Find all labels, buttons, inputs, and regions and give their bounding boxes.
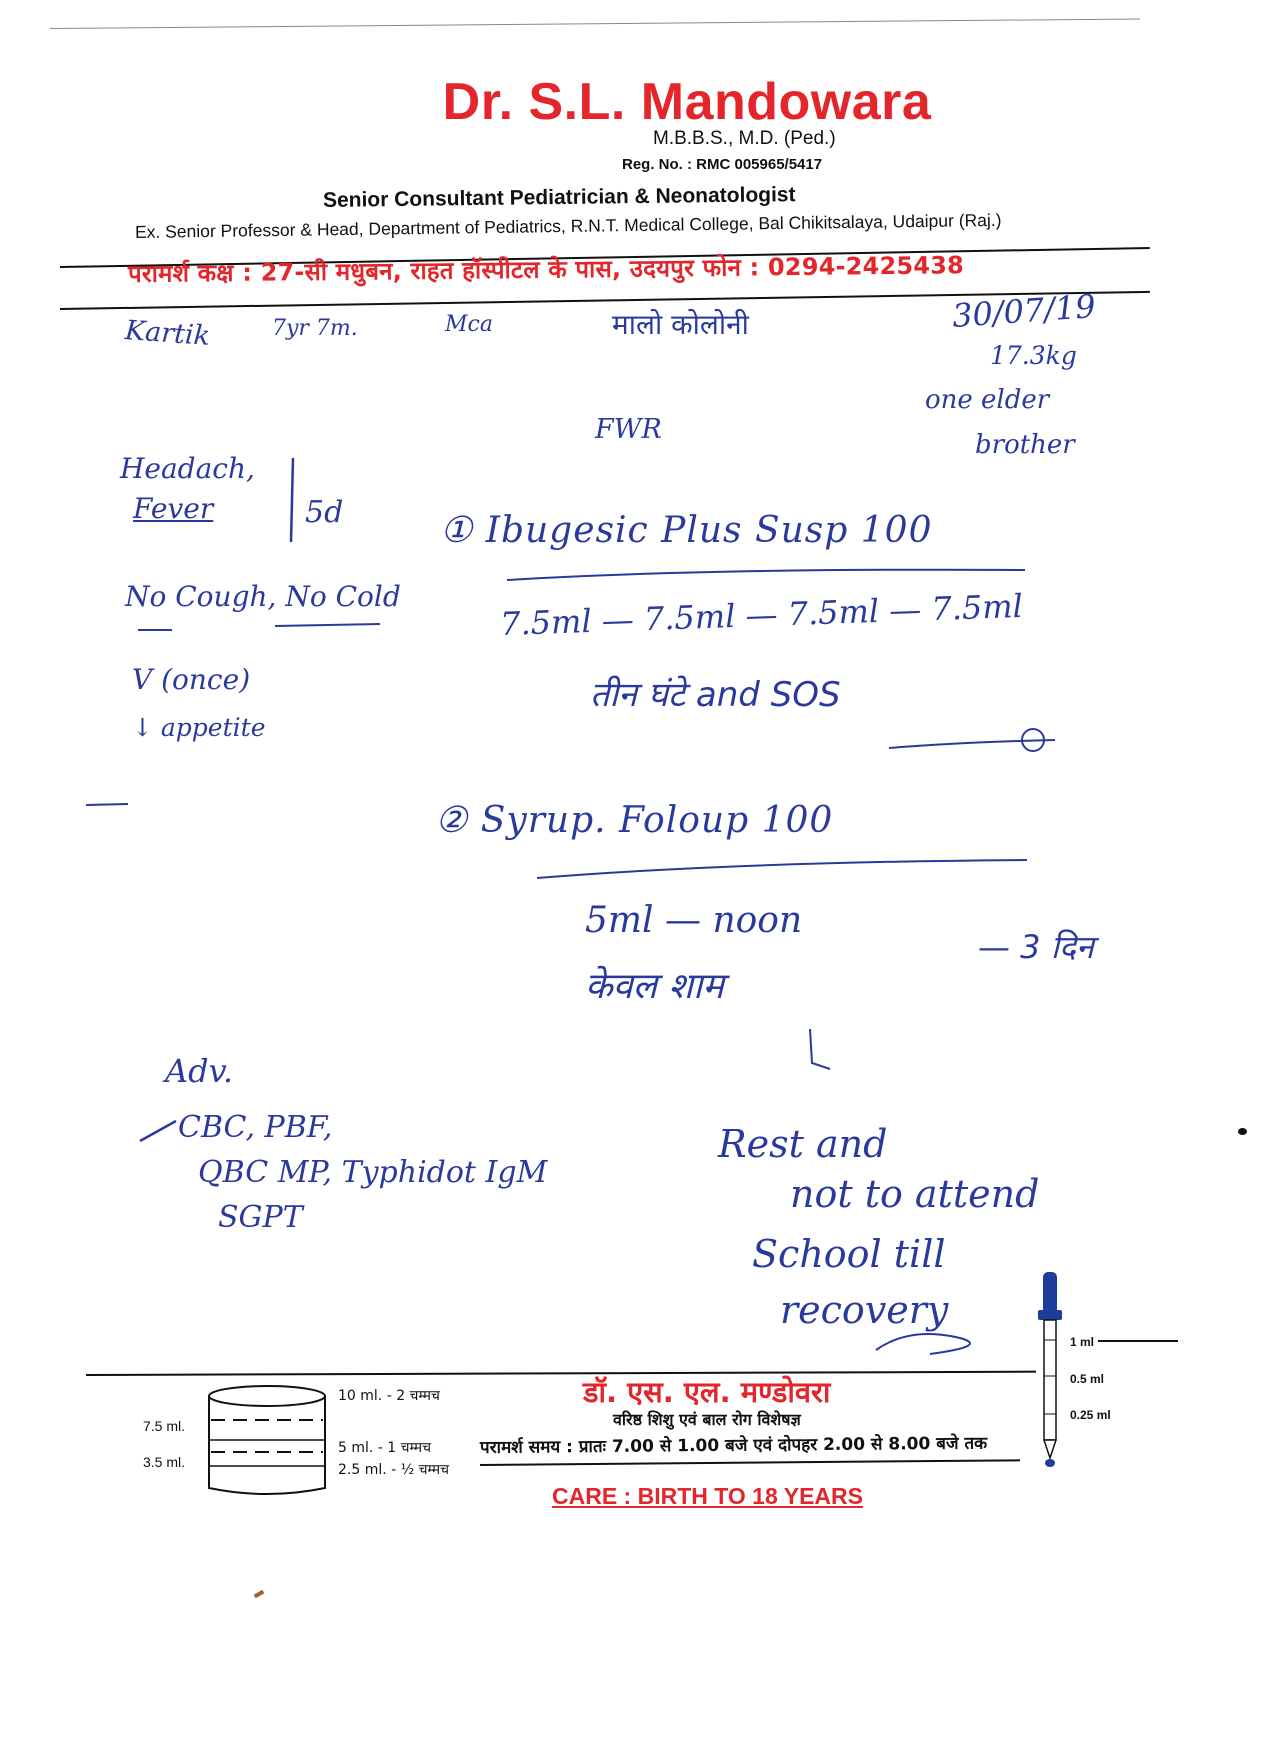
negatives-note: No Cough, No Cold	[125, 580, 401, 613]
complaint-1: Headach,	[120, 452, 255, 485]
rx2-title: ② Syrup. Foloup 100	[435, 800, 834, 841]
specialty-hindi: वरिष्ठ शिशु एवं बाल रोग विशेषज्ञ	[613, 1410, 801, 1429]
degrees: M.B.B.S., M.D. (Ped.)	[653, 128, 836, 149]
complaint-divider	[285, 456, 305, 546]
rest-note-3: School till	[752, 1232, 946, 1276]
rx1-underline	[505, 560, 1035, 590]
dropper-label-0-5ml: 0.5 ml	[1070, 1372, 1105, 1386]
vomiting-note: V (once)	[132, 663, 251, 696]
dropper-label-0-25ml: 0.25 ml	[1070, 1408, 1111, 1422]
rx1-note: तीन घंटे and SOS	[590, 675, 841, 715]
test-line-3: SGPT	[218, 1200, 303, 1235]
rx2-duration: — 3 दिन	[978, 928, 1094, 966]
patient-weight: 17.3kg	[990, 341, 1077, 370]
rx2-arrow-mark	[800, 1025, 840, 1075]
cup-label-2-5ml: 2.5 ml. - ½ चम्मच	[338, 1462, 450, 1478]
cup-label-10ml: 10 ml. - 2 चम्मच	[338, 1388, 440, 1404]
footer-rule	[86, 1371, 1036, 1376]
doctor-name-hindi: डॉ. एस. एल. मण्डोवरा	[583, 1375, 831, 1409]
timings-underline	[480, 1459, 1020, 1466]
patient-locality: मालो कोलोनी	[612, 308, 749, 341]
negatives-underline	[130, 618, 390, 638]
rx2-underline	[535, 850, 1035, 890]
ink-speck	[1238, 1128, 1247, 1135]
patient-sex: Mca	[445, 312, 493, 337]
top-faint-rule	[50, 18, 1140, 29]
rx1-title: ① Ibugesic Plus Susp 100	[440, 510, 933, 551]
advice-heading: Adv.	[165, 1052, 234, 1090]
rx2-note: केवल शाम	[585, 966, 724, 1007]
complaint-2: Fever	[133, 492, 214, 525]
ink-speck-2	[254, 1590, 265, 1598]
footer-rule-right	[1098, 1340, 1178, 1342]
dropper-icon	[1030, 1268, 1070, 1468]
rx1-dose: 7.5ml — 7.5ml — 7.5ml — 7.5ml	[499, 586, 1024, 644]
patient-name: Kartik	[124, 315, 212, 352]
doctor-name: Dr. S.L. Mandowara	[442, 73, 932, 131]
rest-note-4: recovery	[780, 1288, 949, 1332]
consultation-timings: परामर्श समय : प्रातः 7.00 से 1.00 बजे एवं दोपहर 2.00 से 8.00 बजे तक	[479, 1433, 988, 1458]
rx1-end-mark	[885, 722, 1065, 762]
measuring-cup-icon	[205, 1382, 335, 1500]
rest-note-2: not to attend	[790, 1172, 1040, 1216]
test-line-1: CBC, PBF,	[178, 1110, 333, 1145]
visit-date: 30/07/19	[950, 287, 1097, 335]
care-tagline: CARE : BIRTH TO 18 YEARS	[552, 1483, 863, 1509]
registration-number: Reg. No. : RMC 005965/5417	[622, 156, 823, 173]
former-post: Ex. Senior Professor & Head, Department of Pediatrics, R.N.T. Medical College, Bal Chikitsalaya, Udaipur (Raj.)	[134, 209, 1002, 242]
test-line-2: QBC MP, Typhidot IgM	[198, 1155, 548, 1190]
rest-note-1: Rest and	[718, 1122, 888, 1166]
cup-label-5ml: 5 ml. - 1 चम्मच	[338, 1440, 431, 1456]
cup-level-1: 7.5 ml.	[143, 1418, 186, 1434]
complaint-duration: 5d	[305, 495, 344, 530]
cup-level-2: 3.5 ml.	[143, 1454, 186, 1470]
doctor-title: Senior Consultant Pediatrician & Neonatologist	[322, 183, 796, 212]
dropper-label-1ml: 1 ml	[1070, 1335, 1095, 1349]
center-note: FWR	[595, 414, 662, 445]
clinic-address: परामर्श कक्ष : 27-सी मधुबन, राहत हॉस्पीटल के पास, उदयपुर फोन : 0294-2425438	[127, 251, 965, 288]
sibling-note-1: one elder	[925, 385, 1050, 415]
margin-dash	[84, 800, 134, 810]
rx2-dose: 5ml — noon	[585, 900, 803, 941]
sibling-note-2: brother	[975, 430, 1075, 460]
patient-age: 7yr 7m.	[272, 316, 358, 341]
rest-note-flourish	[870, 1320, 1000, 1360]
appetite-note: ↓ appetite	[132, 713, 266, 742]
